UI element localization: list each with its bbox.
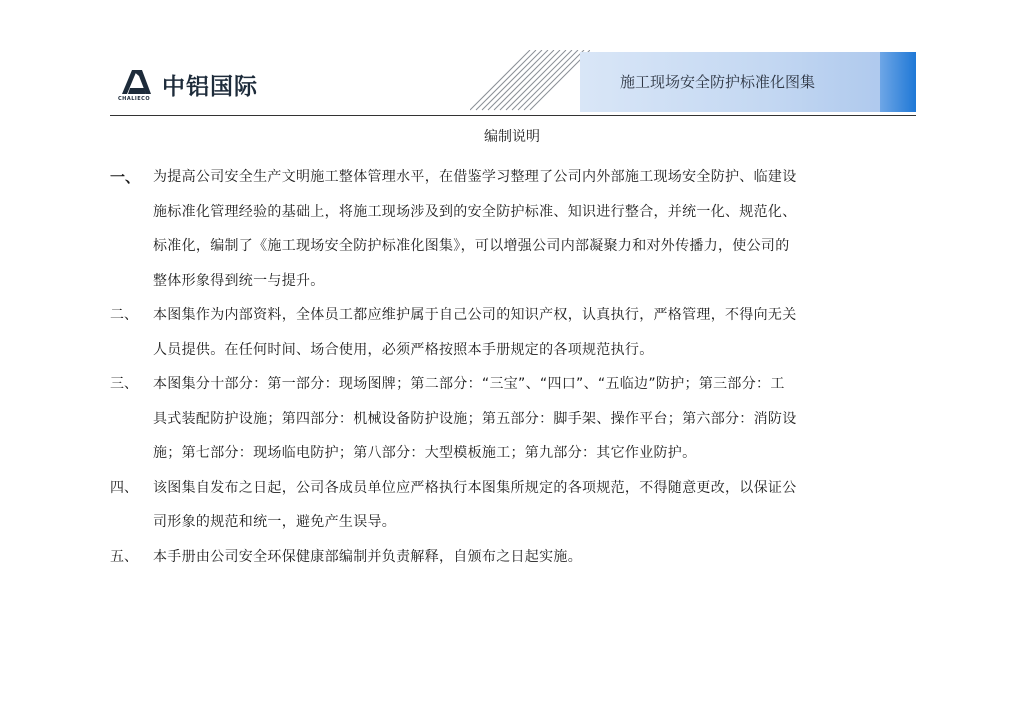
item-number: 四、 <box>110 479 138 496</box>
chalieco-logo-icon <box>118 66 154 96</box>
document-title: 编制说明 <box>484 129 540 145</box>
text-line: 该图集自发布之日起，公司各成员单位应严格执行本图集所规定的各项规范，不得随意更改，以保证公 <box>153 479 797 496</box>
text-line: 本图集作为内部资料，全体员工都应维护属于自己公司的知识产权，认真执行，严格管理，不得向无关 <box>153 307 797 323</box>
text-line: 施标准化管理经验的基础上，将施工现场涉及到的安全防护标准、知识进行整合，并统一化、规范化、 <box>153 203 797 220</box>
page-header <box>0 0 1024 120</box>
text-line: 整体形象得到统一与提升。 <box>153 272 325 289</box>
item-text <box>153 540 920 575</box>
text-line: 本手册由公司安全环保健康部编制并负责解释，自颁布之日起实施。 <box>153 548 582 565</box>
text-line: 为提高公司安全生产文明施工整体管理水平，在借鉴学习整理了公司内外部施工现场安全防护、临建设 <box>153 169 797 185</box>
item-text <box>153 471 920 540</box>
logo-subtext: CHALIECO <box>118 96 151 102</box>
text-line: 标准化，编制了《施工现场安全防护标准化图集》，可以增强公司内部凝聚力和对外传播力，使公司的 <box>153 238 790 254</box>
item-number: 三、 <box>110 376 138 392</box>
text-line: 具式装配防护设施；第四部分：机械设备防护设施；第五部分：脚手架、操作平台；第六部分：消防设 <box>153 410 797 427</box>
text-line: 施；第七部分：现场临电防护；第八部分：大型模板施工；第九部分：其它作业防护。 <box>153 445 697 461</box>
list-item <box>110 160 920 298</box>
list-item <box>110 367 920 471</box>
item-number: 五、 <box>110 548 138 565</box>
item-number: 二、 <box>110 307 138 323</box>
text-line: 本图集分十部分：第一部分：现场图牌；第二部分：“三宝”、“四口”、“五临边”防护；第三部分：工 <box>153 376 785 392</box>
list-item <box>110 540 920 575</box>
text-line: 司形象的规范和统一，避免产生误导。 <box>153 514 397 530</box>
list-item <box>110 298 920 367</box>
text-line: 人员提供。在任何时间、场合使用，必须严格按照本手册规定的各项规范执行。 <box>153 341 654 358</box>
banner-title: 施工现场安全防护标准化图集 <box>620 73 816 91</box>
logo-text: 中铝国际 <box>162 74 258 100</box>
company-logo <box>118 66 318 106</box>
item-text <box>153 298 920 367</box>
header-banner-stripe <box>880 52 916 112</box>
list-item <box>110 471 920 540</box>
header-divider <box>110 115 916 116</box>
item-number: 一、 <box>110 168 141 186</box>
decorative-hatch <box>470 50 590 112</box>
item-list <box>110 160 920 574</box>
item-text <box>153 160 920 298</box>
item-text <box>153 367 920 471</box>
